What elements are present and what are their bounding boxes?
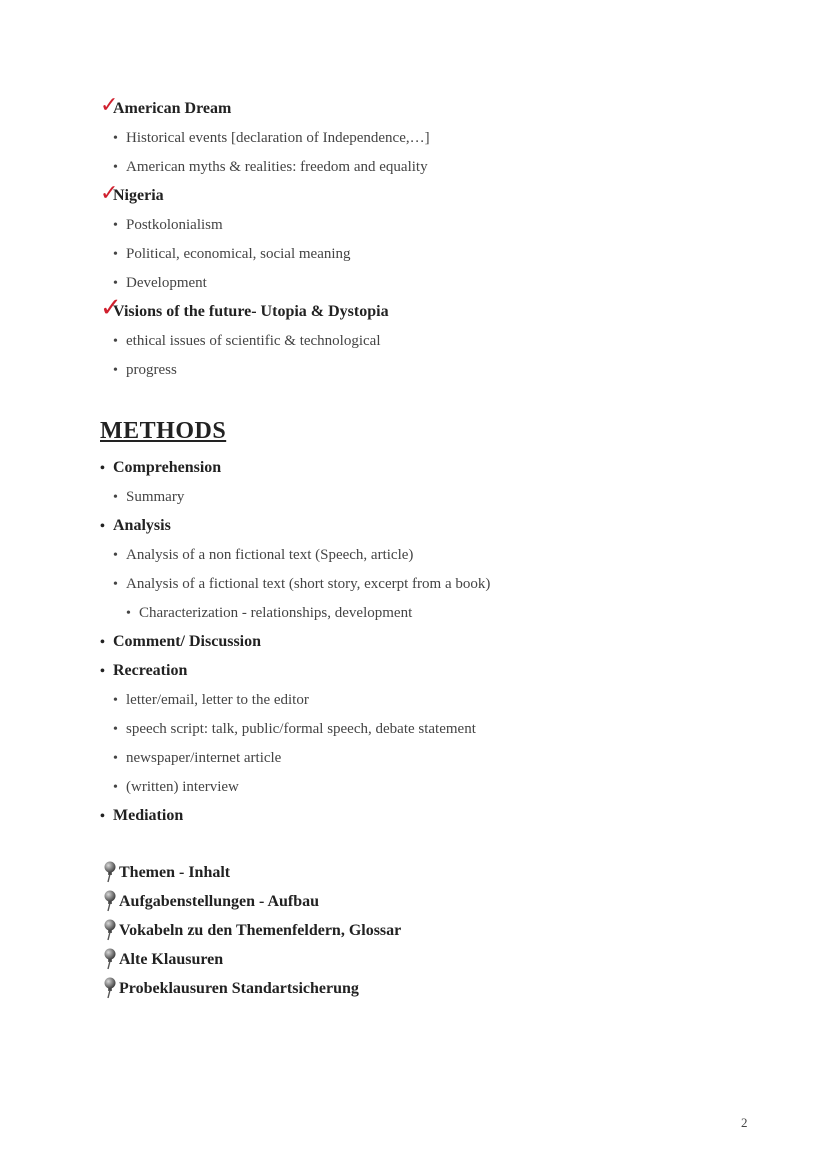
- bullet-icon: •: [113, 131, 118, 146]
- bullet-icon: •: [100, 809, 105, 824]
- pushpin-icon: [103, 948, 117, 970]
- list-item-text: American myths & realities: freedom and equality: [126, 159, 428, 175]
- method-heading-comment: [100, 632, 261, 653]
- bullet-icon: •: [113, 693, 118, 708]
- list-item: [113, 128, 430, 149]
- bullet-icon: •: [113, 490, 118, 505]
- bullet-icon: •: [100, 519, 105, 534]
- list-item-text: letter/email, letter to the editor: [126, 692, 309, 708]
- list-item: [113, 273, 207, 294]
- list-item: [113, 157, 428, 178]
- list-item: [113, 215, 223, 236]
- bullet-icon: •: [113, 577, 118, 592]
- checkmark-icon: ✓: [100, 181, 119, 206]
- pushpin-icon: [103, 890, 117, 912]
- list-item-text: ethical issues of scientific & technological: [126, 333, 381, 349]
- topic-heading-visions: Visions of the future- Utopia & Dystopia: [113, 303, 389, 320]
- list-item: [113, 748, 281, 769]
- bullet-icon: •: [113, 334, 118, 349]
- list-item-text: Summary: [126, 489, 185, 505]
- bullet-icon: •: [113, 276, 118, 291]
- list-item-text: speech script: talk, public/formal speech, debate statement: [126, 721, 476, 737]
- method-heading-text: Mediation: [113, 807, 184, 824]
- bullet-icon: •: [113, 363, 118, 378]
- method-heading-text: Comment/ Discussion: [113, 633, 262, 650]
- method-heading-mediation: [100, 806, 183, 827]
- resource-link: Aufgabenstellungen - Aufbau: [119, 893, 320, 910]
- list-item: [113, 487, 184, 508]
- bullet-icon: •: [113, 160, 118, 175]
- list-item-text: Historical events [declaration of Independence,…]: [126, 130, 430, 146]
- checkmark-icon: ✓: [100, 293, 122, 323]
- resource-link: Alte Klausuren: [119, 951, 224, 968]
- list-item-text: Analysis of a fictional text (short story, excerpt from a book): [126, 576, 491, 592]
- list-item: [113, 331, 381, 352]
- pushpin-icon: [103, 861, 117, 883]
- bullet-icon: •: [113, 548, 118, 563]
- method-heading-comprehension: [100, 458, 221, 479]
- list-item: [113, 777, 239, 798]
- pushpin-icon: [103, 919, 117, 941]
- resource-link: Probeklausuren Standartsicherung: [119, 980, 359, 997]
- list-item: [113, 360, 177, 381]
- list-item: [113, 574, 490, 595]
- list-item: [113, 690, 309, 711]
- method-heading-analysis: [100, 516, 171, 537]
- list-item-text: Postkolonialism: [126, 217, 223, 233]
- list-item-text: Political, economical, social meaning: [126, 246, 351, 262]
- checkmark-icon: ✓: [100, 93, 119, 118]
- list-item: [113, 545, 413, 566]
- resource-link: Themen - Inhalt: [119, 864, 231, 881]
- bullet-icon: •: [100, 664, 105, 679]
- method-heading-text: Comprehension: [113, 459, 222, 476]
- method-heading-recreation: [100, 661, 187, 682]
- bullet-icon: •: [113, 780, 118, 795]
- list-item-text: progress: [126, 362, 177, 378]
- list-item-text: (written) interview: [126, 779, 239, 795]
- bullet-icon: •: [113, 218, 118, 233]
- method-heading-text: Analysis: [113, 517, 171, 534]
- pushpin-icon: [103, 977, 117, 999]
- bullet-icon: •: [113, 247, 118, 262]
- method-heading-text: Recreation: [113, 662, 188, 679]
- sub-list-item: [126, 603, 412, 624]
- bullet-icon: •: [100, 635, 105, 650]
- resource-link: Vokabeln zu den Themenfeldern, Glossar: [119, 922, 402, 939]
- list-item: [113, 244, 351, 265]
- list-item-text: Development: [126, 275, 207, 291]
- methods-title: METHODS: [100, 418, 227, 444]
- bullet-icon: •: [113, 722, 118, 737]
- list-item: [113, 719, 476, 740]
- bullet-icon: •: [126, 606, 131, 621]
- bullet-icon: •: [113, 751, 118, 766]
- topic-heading-nigeria: Nigeria: [113, 187, 164, 204]
- list-item-text: Analysis of a non fictional text (Speech, article): [126, 547, 414, 563]
- bullet-icon: •: [100, 461, 105, 476]
- page-number: 2: [741, 1115, 748, 1130]
- topic-heading-american-dream: American Dream: [113, 100, 232, 117]
- list-item-text: Characterization - relationships, development: [139, 605, 413, 621]
- list-item-text: newspaper/internet article: [126, 750, 282, 766]
